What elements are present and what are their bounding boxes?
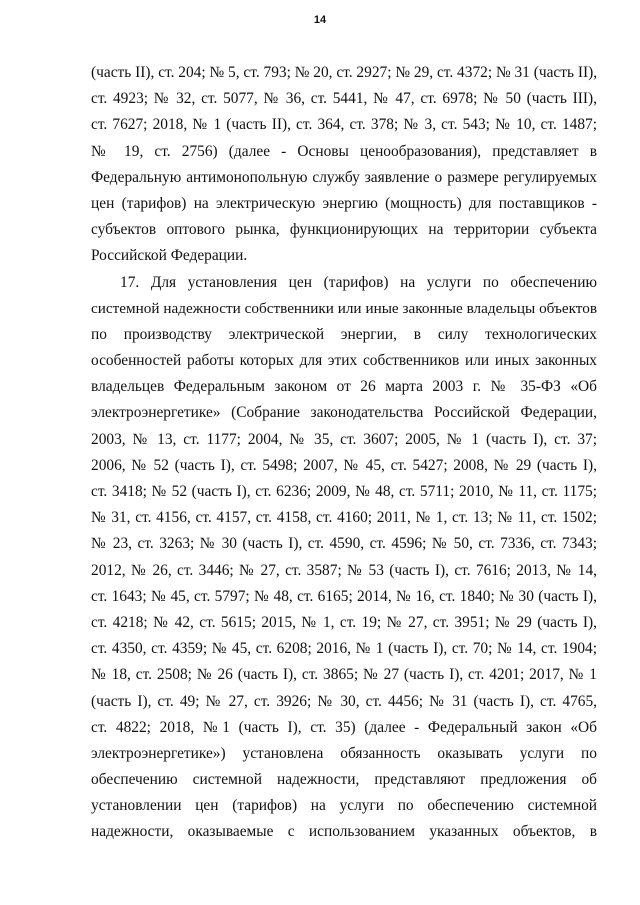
text-line: 2006, № 52 (часть I), ст. 5498; 2007, № 45, ст. 5427; 2008, № 29 (часть I), [91,456,597,474]
text-line: ст. 7627; 2018, № 1 (часть II), ст. 364, ст. 378; № 3, ст. 543; № 10, ст. 1487; [91,116,597,134]
text-line: (часть I), ст. 49; № 27, ст. 3926; № 30, ст. 4456; № 31 (часть I), ст. 4765, [91,692,597,710]
text-line: ст. 1643; № 45, ст. 5797; № 48, ст. 6165; 2014, № 16, ст. 1840; № 30 (часть I), [91,587,597,605]
text-line: электроэнергетике» (Собрание законодательства Российской Федерации, [91,404,597,422]
text-line: 2012, № 26, ст. 3446; № 27, ст. 3587; № 53 (часть I), ст. 7616; 2013, № 14, [91,561,597,579]
text-line: обеспечению системной надежности, представляют предложения об [91,771,597,789]
text-line: № 19, ст. 2756) (далее - Основы ценообразования), представляет в [91,142,597,160]
text-line: владельцев Федеральным законом от 26 марта 2003 г. № 35-ФЗ «Об [91,378,597,396]
text-line: цен (тарифов) на электрическую энергию (мощность) для поставщиков - [91,194,597,212]
text-line: особенностей работы которых для этих собственников или иных законных [91,352,597,370]
text-line: установлении цен (тарифов) на услуги по обеспечению системной [91,797,597,815]
page-number: 14 [313,14,327,26]
text-line: ст. 4923; № 32, ст. 5077, № 36, ст. 5441, № 47, ст. 6978; № 50 (часть III), [91,90,597,108]
text-line: № 31, ст. 4156, ст. 4157, ст. 4158, ст. 4160; 2011, № 1, ст. 13; № 11, ст. 1502; [91,509,597,527]
text-line: Российской Федерации. [91,247,248,265]
text-line: № 18, ст. 2508; № 26 (часть I), ст. 3865; № 27 (часть I), ст. 4201; 2017, № 1 [91,666,597,684]
text-line: надежности, оказываемые с использованием указанных объектов, в [91,823,597,841]
text-line: ст. 4822; 2018, №1 (часть I), ст. 35) (далее - Федеральный закон «Об [91,718,597,736]
text-line: 2003, № 13, ст. 1177; 2004, № 35, ст. 3607; 2005, № 1 (часть I), ст. 37; [91,430,597,448]
text-line: ст. 3418; № 52 (часть I), ст. 6236; 2009, № 48, ст. 5711; 2010, № 11, ст. 1175; [91,483,597,500]
text-line: № 23, ст. 3263; № 30 (часть I), ст. 4590, ст. 4596; № 50, ст. 7336, ст. 7343; [91,535,597,553]
document-body [91,60,597,846]
text-line: Федеральную антимонопольную службу заявление о размере регулируемых [91,168,597,186]
text-line: системной надежности собственники или иные законные владельцы объектов [91,299,597,317]
text-line: электроэнергетике») установлена обязанность оказывать услуги по [91,744,597,762]
text-line: (часть II), ст. 204; № 5, ст. 793; № 20, ст. 2927; № 29, ст. 4372; № 31 (часть II), [91,64,597,81]
text-line: субъектов оптового рынка, функционирующих на территории субъекта [91,221,597,239]
text-line: 17. Для установления цен (тарифов) на услуги по обеспечению [120,273,597,291]
text-line: по производству электрической энергии, в силу технологических [91,325,597,343]
text-line: ст. 4350, ст. 4359; № 45, ст. 6208; 2016, № 1 (часть I), ст. 70; № 14, ст. 1904; [91,640,597,658]
text-line: ст. 4218; № 42, ст. 5615; 2015, № 1, ст. 19; № 27, ст. 3951; № 29 (часть I), [91,613,597,631]
